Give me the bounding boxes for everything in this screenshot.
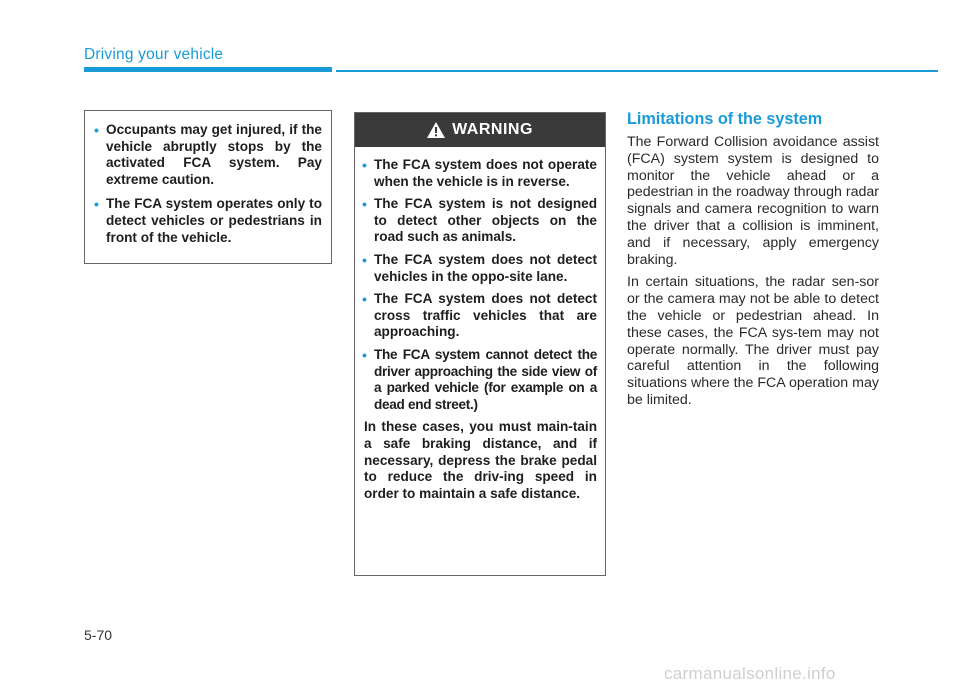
list-item-text: The FCA system does not detect vehicles in the oppo-site lane. — [374, 251, 597, 284]
warning-header — [355, 113, 605, 147]
list-item-text: The FCA system cannot detect the driver approaching the side view of a parked vehicle (for example on a dead end street.) — [374, 346, 597, 412]
list-item-text: The FCA system is not designed to detect other objects on the road such as animals. — [374, 196, 597, 245]
bullet-icon: • — [362, 346, 367, 363]
header-rule-thin — [336, 70, 938, 72]
bullet-icon: • — [362, 251, 367, 268]
warning-triangle-icon — [427, 122, 445, 138]
bullet-icon: • — [362, 157, 367, 173]
body-paragraph: The Forward Collision avoidance assist (FCA) system system is designed to monitor the vehicle ahead or a pedestrian in the roadway through radar signals and camera recognition to warn the driver that a collision is imminent, and if necessary, apply emergency braking. — [627, 134, 879, 268]
warning-closing-text: In these cases, you must main-tain a safe braking distance, and if necessary, depress the brake pedal to reduce the driv-ing speed in order to maintain a safe distance. — [364, 419, 597, 501]
list-item — [362, 157, 597, 190]
bullet-icon: • — [362, 291, 367, 308]
list-item — [362, 291, 597, 341]
list-item — [94, 196, 322, 246]
list-item-text: The FCA system operates only to detect vehicles or pedestrians in front of the vehicle. — [106, 196, 322, 245]
header-rule-thick — [84, 67, 332, 72]
caution-box — [84, 110, 332, 264]
bullet-icon: • — [94, 122, 99, 138]
list-item — [94, 122, 322, 188]
limitations-body — [627, 134, 879, 415]
body-paragraph: In certain situations, the radar sen-sor or the camera may not be able to detect the vehicle or pedestrian ahead. In these cases, the FCA sys-tem may not operate normally. The driver must pay careful attention in the following situations where the FCA operation may be limited. — [627, 274, 879, 408]
warning-label: WARNING — [452, 121, 533, 138]
list-item — [362, 196, 597, 246]
bullet-icon: • — [362, 196, 367, 213]
watermark: carmanualsonline.info — [664, 664, 836, 683]
list-item — [362, 346, 597, 413]
list-item-text: The FCA system does not operate when the vehicle is in reverse. — [374, 157, 597, 189]
limitations-heading: Limitations of the system — [627, 110, 823, 128]
page-number: 5-70 — [84, 627, 113, 643]
list-item — [362, 251, 597, 285]
section-title: Driving your vehicle — [84, 46, 224, 63]
list-item-text: Occupants may get injured, if the vehicle abruptly stops by the activated FCA system. Pay extreme caution. — [106, 122, 322, 187]
list-item-text: The FCA system does not detect cross traffic vehicles that are approaching. — [374, 291, 597, 340]
warning-box — [354, 112, 606, 576]
bullet-icon: • — [94, 196, 99, 213]
